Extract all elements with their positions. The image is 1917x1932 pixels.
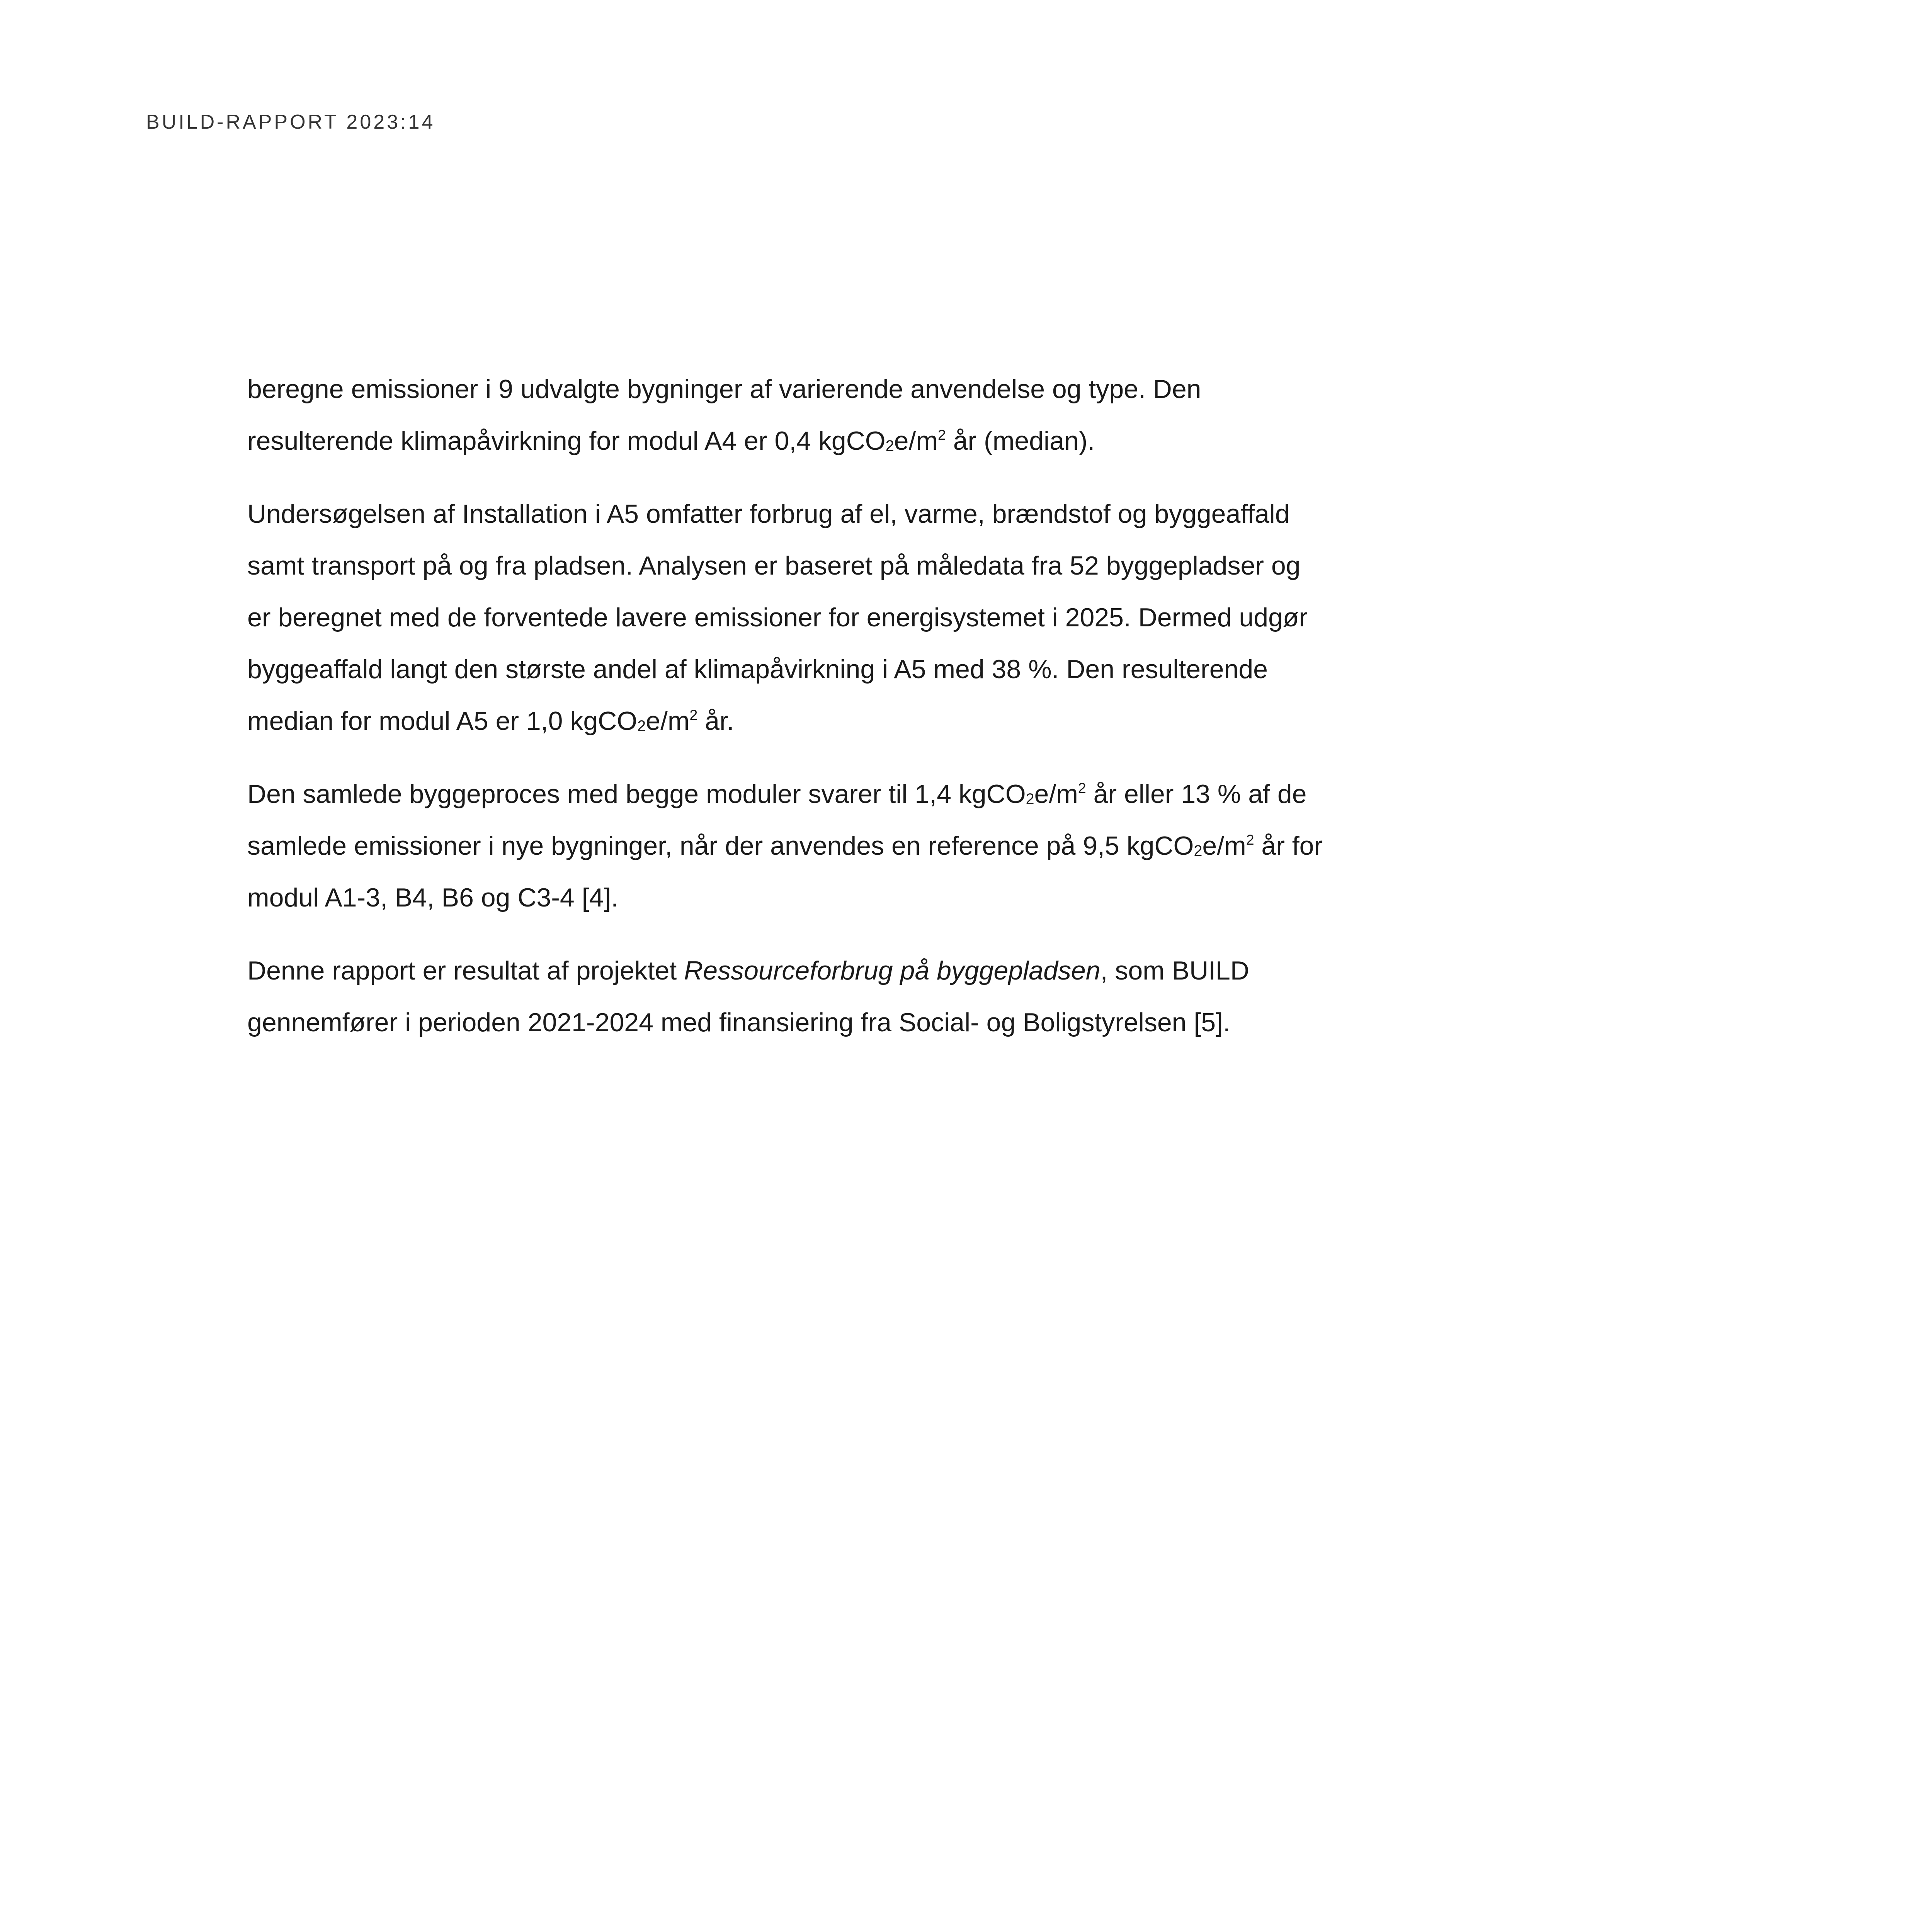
running-header: BUILD-RAPPORT 2023:14 (146, 111, 435, 133)
text-run: år (median). (946, 426, 1095, 456)
text-run: Den samlede byggeproces med begge moduler svarer til 1,4 kgCO (247, 779, 1026, 809)
text-run: e/m (1034, 779, 1078, 809)
paragraph-project-info (247, 945, 1329, 1048)
superscript: 2 (1246, 831, 1254, 848)
text-run: , som BUILD gennemfører i perioden 2021-2024 med finansiering fra Social- og Boligstyrelsen [5]. (247, 956, 1249, 1037)
subscript: 2 (885, 437, 894, 455)
body-text (247, 363, 1329, 1070)
text-run: beregne emissioner i 9 udvalgte bygninger af varierende anvendelse og type. Den resulterende klimapåvirkning for modul A4 er 0,4 kgCO (247, 374, 1201, 456)
text-run: e/m (1202, 831, 1246, 861)
superscript: 2 (689, 706, 698, 723)
paragraph-a4-result (247, 363, 1329, 467)
superscript: 2 (938, 426, 946, 443)
paragraph-total-process (247, 768, 1329, 923)
paragraph-a5-installation (247, 488, 1329, 747)
subscript: 2 (1194, 842, 1203, 860)
text-run: Undersøgelsen af Installation i A5 omfatter forbrug af el, varme, brændstof og byggeaffald samt transport på og fra pladsen. Analysen er baseret på måledata fra 52 byggepladser og er beregnet med de forventede lavere emissioner for energisystemet i 2025. Dermed udgør byggeaffald langt den største andel af klimapåvirkning i A5 med 38 %. Den resulterende median for modul A5 er 1,0 kgCO (247, 499, 1308, 736)
subscript: 2 (637, 718, 646, 735)
text-run: år eller 13 % af de samlede emissioner i nye bygninger, når der anvendes en reference på 9,5 kgCO (247, 779, 1307, 861)
subscript: 2 (1026, 791, 1034, 808)
text-run: år for modul A1-3, B4, B6 og C3-4 [4]. (247, 831, 1323, 912)
text-run: e/m (646, 706, 690, 736)
text-run: år. (697, 706, 734, 736)
text-run: Denne rapport er resultat af projektet (247, 956, 684, 985)
project-title: Ressourceforbrug på byggepladsen (684, 956, 1101, 985)
superscript: 2 (1078, 779, 1086, 796)
text-run: e/m (894, 426, 938, 456)
